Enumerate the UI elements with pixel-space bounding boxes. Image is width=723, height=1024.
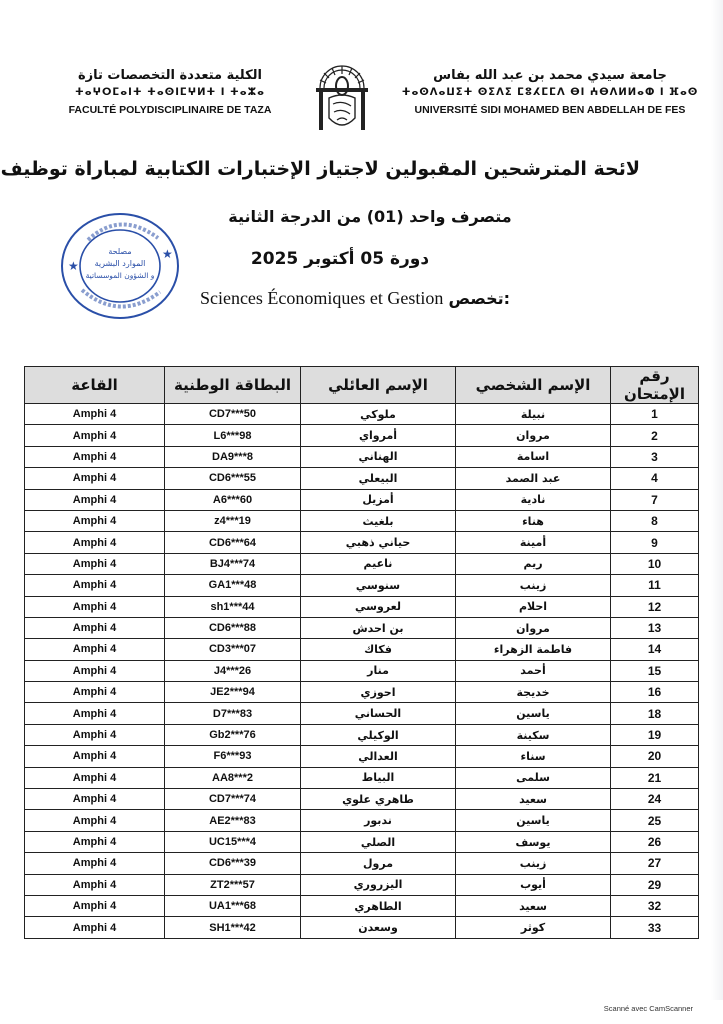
last-name-cell: الهناني [301, 446, 456, 467]
exam-number-cell: 27 [611, 853, 699, 874]
national-id-cell: CD6***88 [165, 617, 301, 638]
table-row [25, 895, 699, 916]
last-name-cell: سنوسي [301, 575, 456, 596]
national-id-cell: DA9***8 [165, 446, 301, 467]
faculty-name-tifinagh: ⵜⴰⵖⵔⵎⴰⵏⵜ ⵜⴰⵙⵏⵎⵖⵍⵜ ⵏ ⵜⴰⵣⴰ [74, 87, 266, 98]
last-name-cell: أمزيل [301, 489, 456, 510]
table-row [25, 425, 699, 446]
room-cell: Amphi 4 [25, 853, 165, 874]
specialty-value: Sciences Économiques et Gestion [199, 288, 444, 308]
first-name-cell: مروان [456, 425, 611, 446]
position-subtitle: متصرف واحد (01) من الدرجة الثانية [228, 207, 512, 226]
table-row [25, 510, 699, 531]
table-row [25, 446, 699, 467]
header-last-name: الإسم العائلي [301, 367, 456, 404]
table-row [25, 831, 699, 852]
last-name-cell: طاهري علوي [301, 789, 456, 810]
room-cell: Amphi 4 [25, 810, 165, 831]
scanner-watermark: Scanné avec CamScanner [603, 1004, 693, 1013]
room-cell: Amphi 4 [25, 660, 165, 681]
room-cell: Amphi 4 [25, 510, 165, 531]
national-id-cell: z4***19 [165, 510, 301, 531]
room-cell: Amphi 4 [25, 575, 165, 596]
last-name-cell: الصلي [301, 831, 456, 852]
exam-number-cell: 2 [611, 425, 699, 446]
exam-number-cell: 12 [611, 596, 699, 617]
first-name-cell: زينب [456, 853, 611, 874]
national-id-cell: CD7***74 [165, 789, 301, 810]
last-name-cell: البياط [301, 767, 456, 788]
room-cell: Amphi 4 [25, 703, 165, 724]
national-id-cell: CD3***07 [165, 639, 301, 660]
last-name-cell: لعروسي [301, 596, 456, 617]
first-name-cell: سناء [456, 746, 611, 767]
room-cell: Amphi 4 [25, 831, 165, 852]
national-id-cell: UA1***68 [165, 895, 301, 916]
last-name-cell: الحساني [301, 703, 456, 724]
last-name-cell: البيعلي [301, 468, 456, 489]
table-row [25, 660, 699, 681]
first-name-cell: سلمى [456, 767, 611, 788]
last-name-cell: بن احدش [301, 617, 456, 638]
room-cell: Amphi 4 [25, 446, 165, 467]
national-id-cell: CD7***50 [165, 404, 301, 425]
exam-number-cell: 32 [611, 895, 699, 916]
university-name-tifinagh: ⵜⴰⵙⴷⴰⵡⵉⵜ ⵙⵉⴷⵉ ⵎⵓⵃⵎⵎⴷ ⴱⵏ ⵄⴱⴷⵍⵍⴰⵀ ⵏ ⴼⴰⵙ [401, 87, 699, 98]
national-id-cell: GA1***48 [165, 575, 301, 596]
exam-number-cell: 7 [611, 489, 699, 510]
table-row [25, 682, 699, 703]
national-id-cell: F6***93 [165, 746, 301, 767]
header-first-name: الإسم الشخصي [456, 367, 611, 404]
document-title: لائحة المترشحين المقبولين لاجتياز الإختبارات الكتابية لمباراة توظيف [0, 158, 640, 180]
exam-number-cell: 25 [611, 810, 699, 831]
candidates-table [24, 366, 698, 939]
last-name-cell: اليزروري [301, 874, 456, 895]
room-cell: Amphi 4 [25, 617, 165, 638]
room-cell: Amphi 4 [25, 553, 165, 574]
exam-session-date: دورة 05 أكتوبر 2025 [250, 249, 430, 269]
faculty-name-french: FACULTÉ POLYDISCIPLINAIRE DE TAZA [68, 104, 272, 116]
university-name-french: UNIVERSITÉ SIDI MOHAMED BEN ABDELLAH DE FES [414, 104, 686, 116]
room-cell: Amphi 4 [25, 596, 165, 617]
table-row [25, 553, 699, 574]
letterhead [30, 62, 700, 132]
national-id-cell: L6***98 [165, 425, 301, 446]
table-row [25, 617, 699, 638]
room-cell: Amphi 4 [25, 532, 165, 553]
first-name-cell: يوسف [456, 831, 611, 852]
room-cell: Amphi 4 [25, 874, 165, 895]
table-row [25, 853, 699, 874]
university-name-arabic: جامعة سيدي محمد بن عبد الله بفاس [433, 68, 667, 83]
national-id-cell: sh1***44 [165, 596, 301, 617]
room-cell: Amphi 4 [25, 682, 165, 703]
exam-number-cell: 33 [611, 917, 699, 938]
national-id-cell: CD6***55 [165, 468, 301, 489]
first-name-cell: عبد الصمد [456, 468, 611, 489]
exam-number-cell: 4 [611, 468, 699, 489]
exam-number-cell: 26 [611, 831, 699, 852]
first-name-cell: ياسين [456, 810, 611, 831]
header-national-id: البطاقة الوطنية [165, 367, 301, 404]
exam-number-cell: 11 [611, 575, 699, 596]
national-id-cell: A6***60 [165, 489, 301, 510]
national-id-cell: J4***26 [165, 660, 301, 681]
room-cell: Amphi 4 [25, 767, 165, 788]
first-name-cell: كوثر [456, 917, 611, 938]
exam-number-cell: 3 [611, 446, 699, 467]
table-row [25, 724, 699, 745]
national-id-cell: AE2***83 [165, 810, 301, 831]
national-id-cell: BJ4***74 [165, 553, 301, 574]
stamp-line-1: مصلحة [108, 247, 132, 256]
header-exam-number: رقم الإمتحان [611, 367, 699, 404]
first-name-cell: سعيد [456, 895, 611, 916]
first-name-cell: سعيد [456, 789, 611, 810]
first-name-cell: خديجة [456, 682, 611, 703]
exam-number-cell: 14 [611, 639, 699, 660]
exam-number-cell: 8 [611, 510, 699, 531]
stamp-line-3: و الشؤون الموسساتية [85, 271, 155, 280]
first-name-cell: ريم [456, 553, 611, 574]
national-id-cell: CD6***64 [165, 532, 301, 553]
room-cell: Amphi 4 [25, 746, 165, 767]
first-name-cell: أيوب [456, 874, 611, 895]
room-cell: Amphi 4 [25, 425, 165, 446]
table-row [25, 489, 699, 510]
last-name-cell: فكاك [301, 639, 456, 660]
exam-number-cell: 19 [611, 724, 699, 745]
exam-number-cell: 29 [611, 874, 699, 895]
exam-number-cell: 10 [611, 553, 699, 574]
room-cell: Amphi 4 [25, 639, 165, 660]
table-header-row [25, 367, 699, 404]
last-name-cell: الطاهري [301, 895, 456, 916]
table-row [25, 596, 699, 617]
exam-number-cell: 24 [611, 789, 699, 810]
table-row [25, 810, 699, 831]
university-header [400, 68, 700, 116]
first-name-cell: نادية [456, 489, 611, 510]
first-name-cell: احلام [456, 596, 611, 617]
national-id-cell: AA8***2 [165, 767, 301, 788]
last-name-cell: حياني ذهبي [301, 532, 456, 553]
specialty-line [190, 288, 520, 309]
table-row [25, 532, 699, 553]
svg-text:★: ★ [162, 247, 173, 261]
exam-number-cell: 20 [611, 746, 699, 767]
last-name-cell: الوكيلي [301, 724, 456, 745]
table-row [25, 703, 699, 724]
stamp-line-2: الموارد البشرية [94, 259, 146, 268]
room-cell: Amphi 4 [25, 789, 165, 810]
first-name-cell: سكينة [456, 724, 611, 745]
last-name-cell: العدالي [301, 746, 456, 767]
last-name-cell: وسعدن [301, 917, 456, 938]
faculty-header [40, 68, 300, 116]
exam-number-cell: 1 [611, 404, 699, 425]
last-name-cell: منار [301, 660, 456, 681]
room-cell: Amphi 4 [25, 917, 165, 938]
table-row [25, 874, 699, 895]
specialty-label: تخصص: [448, 289, 511, 308]
national-id-cell: ZT2***57 [165, 874, 301, 895]
exam-number-cell: 21 [611, 767, 699, 788]
last-name-cell: بلغيث [301, 510, 456, 531]
faculty-name-arabic: الكلية متعددة التخصصات تازة [77, 68, 263, 83]
svg-text:★: ★ [68, 259, 79, 273]
first-name-cell: اسامة [456, 446, 611, 467]
last-name-cell: احوزي [301, 682, 456, 703]
first-name-cell: أحمد [456, 660, 611, 681]
first-name-cell: أمينة [456, 532, 611, 553]
first-name-cell: نبيلة [456, 404, 611, 425]
last-name-cell: ندبور [301, 810, 456, 831]
first-name-cell: زينب [456, 575, 611, 596]
last-name-cell: ناعيم [301, 553, 456, 574]
last-name-cell: أمرواي [301, 425, 456, 446]
national-id-cell: Gb2***76 [165, 724, 301, 745]
room-cell: Amphi 4 [25, 895, 165, 916]
exam-number-cell: 15 [611, 660, 699, 681]
table-row [25, 767, 699, 788]
table-row [25, 575, 699, 596]
table-row [25, 468, 699, 489]
exam-number-cell: 16 [611, 682, 699, 703]
room-cell: Amphi 4 [25, 724, 165, 745]
room-cell: Amphi 4 [25, 468, 165, 489]
national-id-cell: JE2***94 [165, 682, 301, 703]
header-room: القاعة [25, 367, 165, 404]
first-name-cell: فاطمة الزهراء [456, 639, 611, 660]
table-row [25, 789, 699, 810]
exam-number-cell: 9 [611, 532, 699, 553]
table-row [25, 404, 699, 425]
national-id-cell: UC15***4 [165, 831, 301, 852]
first-name-cell: هناء [456, 510, 611, 531]
first-name-cell: مروان [456, 617, 611, 638]
table-row [25, 917, 699, 938]
table-row [25, 746, 699, 767]
last-name-cell: مرول [301, 853, 456, 874]
national-id-cell: CD6***39 [165, 853, 301, 874]
university-emblem-icon [312, 62, 372, 132]
table-row [25, 639, 699, 660]
page-edge-shadow [711, 0, 723, 1000]
last-name-cell: ملوكي [301, 404, 456, 425]
first-name-cell: ياسين [456, 703, 611, 724]
exam-number-cell: 18 [611, 703, 699, 724]
national-id-cell: SH1***42 [165, 917, 301, 938]
official-stamp [58, 210, 182, 322]
exam-number-cell: 13 [611, 617, 699, 638]
national-id-cell: D7***83 [165, 703, 301, 724]
room-cell: Amphi 4 [25, 489, 165, 510]
room-cell: Amphi 4 [25, 404, 165, 425]
